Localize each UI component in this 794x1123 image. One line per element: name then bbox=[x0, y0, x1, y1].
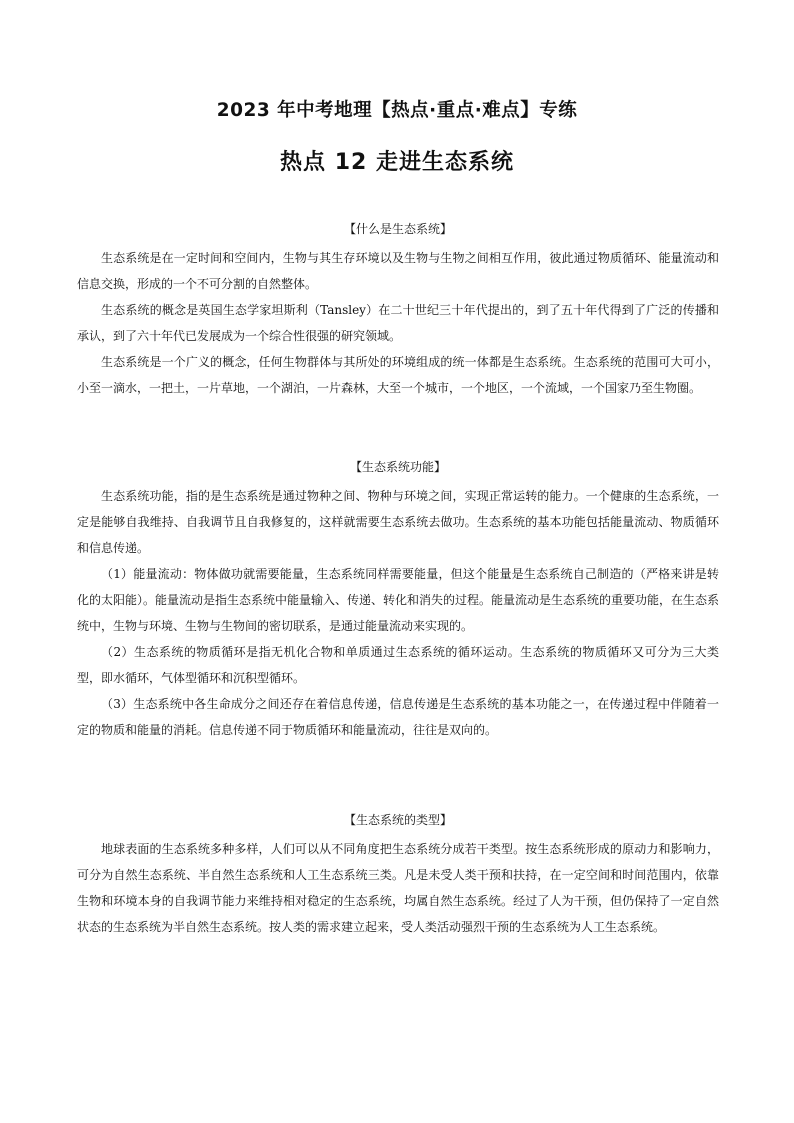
paragraph: （2）生态系统的物质循环是指无机化合物和单质通过生态系统的循环运动。生态系统的物质循环又可分为三大类型，即水循环，气体型循环和沉积型循环。 bbox=[77, 645, 719, 685]
paragraph: （1）能量流动：物体做功就需要能量，生态系统同样需要能量，但这个能量是生态系统自己制造的（严格来讲是转化的太阳能）。能量流动是指生态系统中能量输入、传递、转化和消失的过程。能量流动是生态系统的重要功能，在生态系统中，生物与环境、生物与生物间的密切联系，是通过能量流动来实现的。 bbox=[77, 567, 720, 633]
section-heading: 【生态系统的类型】 bbox=[343, 813, 452, 827]
section-heading: 【生态系统功能】 bbox=[349, 460, 446, 474]
document-subtitle: 热点 12 走进生态系统 bbox=[280, 150, 514, 175]
paragraph: 地球表面的生态系统多种多样，人们可以从不同角度把生态系统分成若干类型。按生态系统形成的原动力和影响力，可分为自然生态系统、半自然生态系统和人工生态系统三类。凡是未受人类干预和扶持，在一定空间和时间范围内，依靠生物和环境本身的自我调节能力来维持相对稳定的生态系统，均属自然生态系统。经过了人为干预，但仍保持了一定自然状态的生态系统为半自然生态系统。按人类的需求建立起来，受人类活动强烈干预的生态系统为人工生态系统。 bbox=[77, 842, 719, 934]
paragraph: （3）生态系统中各生命成分之间还存在着信息传递，信息传递是生态系统的基本功能之一，在传递过程中伴随着一定的物质和能量的消耗。信息传递不同于物质循环和能量流动，往往是双向的。 bbox=[77, 697, 719, 737]
paragraph: 生态系统功能，指的是生态系统是通过物种之间、物种与环境之间，实现正常运转的能力。一个健康的生态系统，一定是能够自我维持、自我调节且自我修复的，这样就需要生态系统去做功。生态系统的基本功能包括能量流动、物质循环和信息传递。 bbox=[77, 489, 719, 555]
section-heading: 【什么是生态系统】 bbox=[343, 222, 452, 236]
section-ecosystem-types bbox=[77, 812, 719, 940]
section-what-is-ecosystem bbox=[77, 221, 719, 401]
paragraph: 生态系统是在一定时间和空间内，生物与其生存环境以及生物与生物之间相互作用，彼此通过物质循环、能量流动和信息交换，形成的一个不可分割的自然整体。 bbox=[77, 251, 719, 291]
section-ecosystem-function bbox=[77, 459, 719, 743]
paragraph: 生态系统的概念是英国生态学家坦斯利（Tansley）在二十世纪三十年代提出的，到了五十年代得到了广泛的传播和承认，到了六十年代已发展成为一个综合性很强的研究领域。 bbox=[77, 303, 719, 343]
document-title: 2023 年中考地理【热点·重点·难点】专练 bbox=[216, 100, 578, 121]
paragraph: 生态系统是一个广义的概念，任何生物群体与其所处的环境组成的统一体都是生态系统。生态系统的范围可大可小，小至一滴水，一把土，一片草地，一个湖泊，一片森林，大至一个城市，一个地区，一个流域，一个国家乃至生物圈。 bbox=[77, 355, 719, 395]
